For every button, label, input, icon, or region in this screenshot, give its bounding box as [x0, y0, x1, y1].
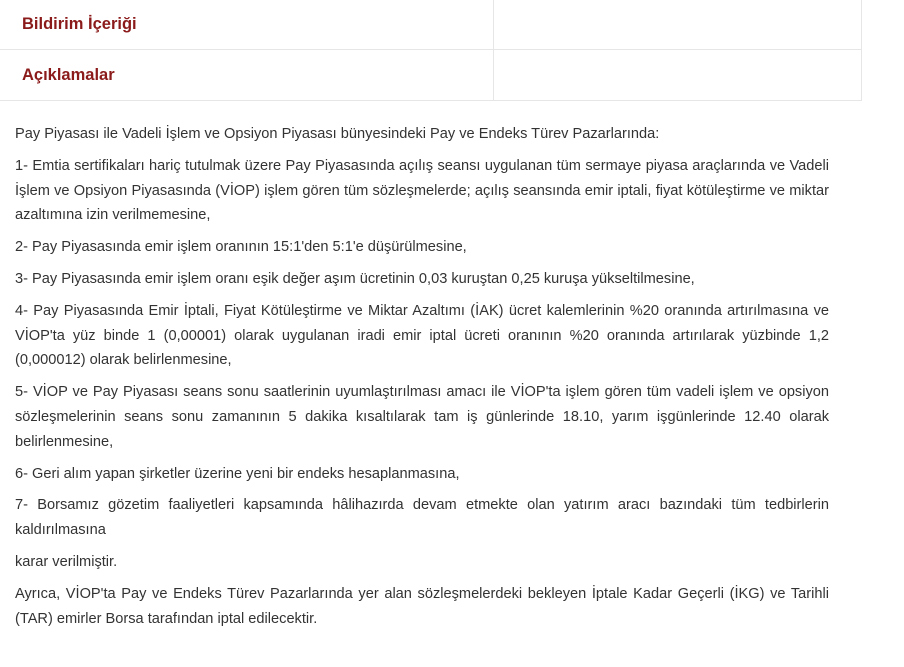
list-item: 3- Pay Piyasasında emir işlem oranı eşik değer aşım ücretinin 0,03 kuruştan 0,25 kuruşa yükseltilmesine, [15, 270, 695, 287]
row-value-notification-content [494, 0, 862, 50]
list-item: 7- Borsamız gözetim faaliyetleri kapsamında hâlihazırda devam etmekte olan yatırım aracı bazındaki tüm tedbirlerin kaldırılmasına [15, 497, 829, 539]
intro-paragraph: Pay Piyasası ile Vadeli İşlem ve Opsiyon Piyasası bünyesindeki Pay ve Endeks Türev Pazarlarında: [15, 126, 660, 142]
list-item: 2- Pay Piyasasında emir işlem oranının 15:1'den 5:1'e düşürülmesine, [15, 239, 467, 256]
table-row [0, 50, 862, 101]
row-label-notification-content: Bildirim İçeriği [0, 0, 494, 50]
row-label-explanations: Açıklamalar [0, 50, 494, 101]
disclosure-info-table [0, 0, 862, 101]
list-item: 5- VİOP ve Pay Piyasası seans sonu saatlerinin uyumlaştırılması amacı ile VİOP'ta işlem gören tüm vadeli işlem ve opsiyon sözleşmelerinin seans sonu zamanının 5 dakika kısaltılarak tam iş günlerinde 18.10, yarım işgünlerinde 12.40 olarak belirlenmesine, [15, 384, 829, 450]
list-item: 4- Pay Piyasasında Emir İptali, Fiyat Kötüleştirme ve Miktar Azaltımı (İAK) ücret kalemlerinin %20 oranında artırılmasına ve VİOP'ta yüz binde 1 (0,00001) olarak uygulanan iradi emir iptal ücreti oranının %20 oranında artırılarak yüzbinde 1,2 (0,000012) olarak belirlenmesine, [15, 302, 829, 369]
table-row [0, 0, 862, 50]
list-item: 6- Geri alım yapan şirketler üzerine yeni bir endeks hesaplanmasına, [15, 465, 460, 482]
row-value-explanations [494, 50, 862, 101]
explanation-content [15, 122, 829, 638]
closing-paragraph: karar verilmiştir. [15, 553, 118, 570]
additional-paragraph: Ayrıca, VİOP'ta Pay ve Endeks Türev Pazarlarında yer alan sözleşmelerdeki bekleyen İptale Kadar Geçerli (İKG) ve Tarihli (TAR) emirler Borsa tarafından iptal edilecektir. [15, 585, 829, 627]
list-item: 1- Emtia sertifikaları hariç tutulmak üzere Pay Piyasasında açılış seansı uygulanan tüm sermaye piyasa araçlarında ve Vadeli İşlem ve Opsiyon Piyasasında (VİOP) işlem gören tüm sözleşmelerde; açılış seansında emir iptali, fiyat kötüleştirme ve miktar azaltımına izin verilmemesine, [15, 157, 829, 224]
